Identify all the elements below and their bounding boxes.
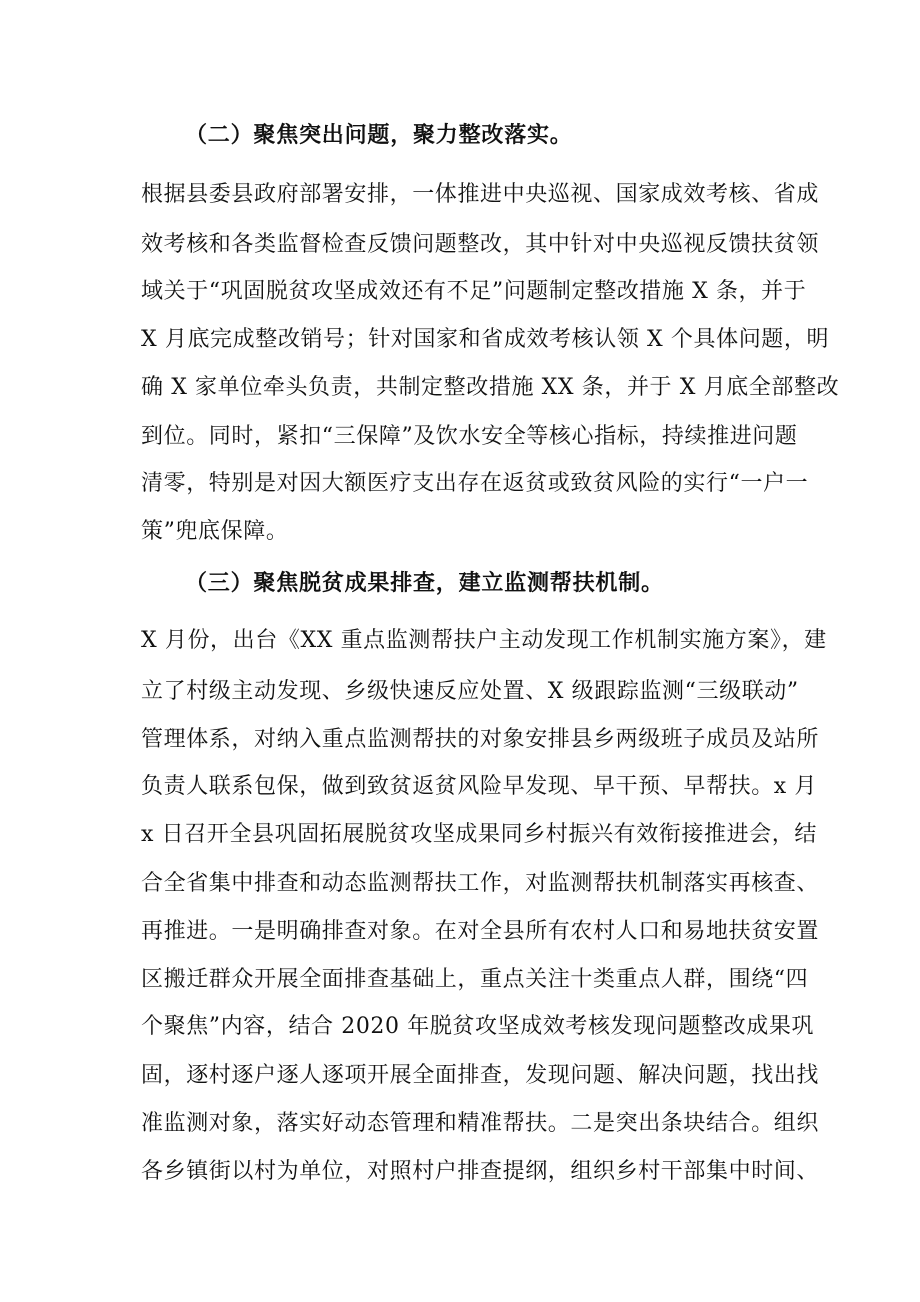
section-2-line-8: 策”兜底保障。 — [141, 519, 289, 544]
section-3-line-8: 区搬迁群众开展全面排查基础上，重点关注十类重点人群，围绕“四 — [141, 967, 809, 992]
section-2-line-2: 效考核和各类监督检查反馈问题整改，其中针对中央巡视反馈扶贫领 — [141, 232, 820, 257]
section-3-line-3: 管理体系，对纳入重点监测帮扶的对象安排县乡两级班子成员及站所 — [141, 727, 820, 752]
section-3-line-5: x 日召开全县巩固拓展脱贫攻坚成果同乡村振兴有效衔接推进会，结 — [141, 822, 818, 847]
section-3-line-12: 各乡镇街以村为单位，对照村户排查提纲，组织乡村干部集中时间、 — [141, 1159, 820, 1184]
section-3-line-4: 负责人联系包保，做到致贫返贫风险早发现、早干预、早帮扶。x 月 — [141, 774, 818, 799]
section-3-line-1: X 月份，出台《XX 重点监测帮扶户主动发现工作机制实施方案》，建 — [141, 628, 827, 653]
section-2-heading: （二）聚焦突出问题，聚力整改落实。 — [185, 122, 573, 148]
section-3-line-6: 合全省集中排查和动态监测帮扶工作，对监测帮扶机制落实再核查、 — [141, 871, 820, 896]
section-2-line-6: 到位。同时，紧扣“三保障”及饮水安全等核心指标，持续推进问题 — [141, 424, 798, 449]
section-3-line-7: 再推进。一是明确排查对象。在对全县所有农村人口和易地扶贫安置 — [141, 919, 820, 944]
section-3-line-10: 固，逐村逐户逐人逐项开展全面排查，发现问题、解决问题，找出找 — [141, 1063, 820, 1088]
section-3-heading: （三）聚焦脱贫成果排查，建立监测帮扶机制。 — [185, 570, 664, 596]
section-3-line-2: 立了村级主动发现、乡级快速反应处置、X 级跟踪监测“三级联动” — [141, 679, 799, 704]
section-2-line-1: 根据县委县政府部署安排，一体推进中央巡视、国家成效考核、省成 — [141, 182, 820, 207]
section-2-line-3: 域关于“巩固脱贫攻坚成效还有不足”问题制定整改措施 X 条，并于 — [141, 279, 807, 304]
section-3-line-9: 个聚焦”内容，结合 2020 年脱贫攻坚成效考核发现问题整改成果巩 — [141, 1014, 815, 1039]
section-2-line-5: 确 X 家单位牵头负责，共制定整改措施 XX 条，并于 X 月底全部整改 — [141, 375, 840, 400]
section-3-line-11: 准监测对象，落实好动态管理和精准帮扶。二是突出条块结合。组织 — [141, 1111, 820, 1136]
section-2-line-7: 清零，特别是对因大额医疗支出存在返贫或致贫风险的实行“一户一 — [141, 471, 809, 496]
section-2-line-4: X 月底完成整改销号；针对国家和省成效考核认领 X 个具体问题，明 — [141, 327, 830, 352]
